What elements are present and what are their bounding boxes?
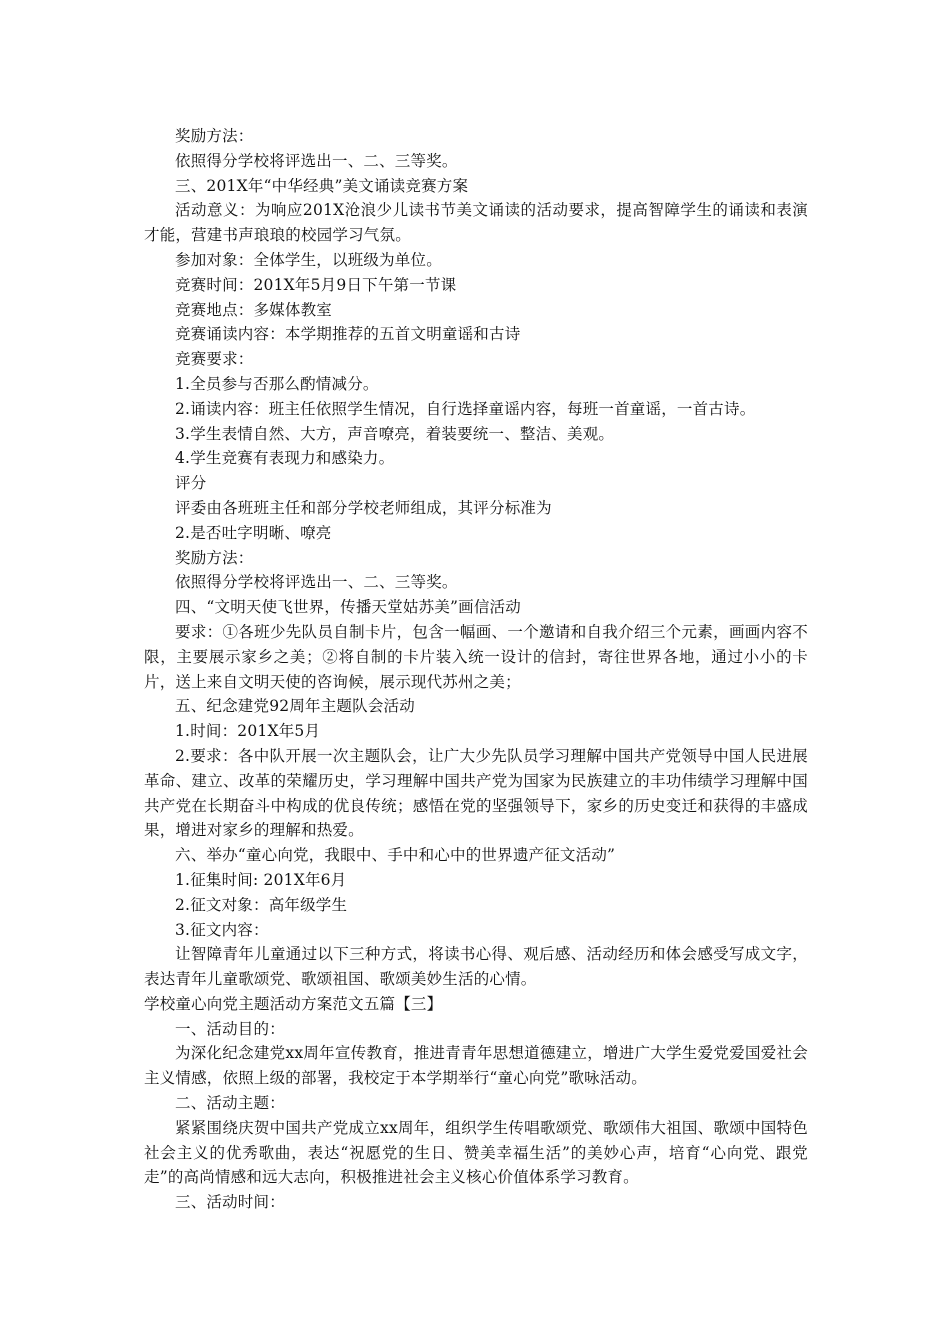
paragraph: 2.征文对象：高年级学生 [175, 895, 348, 914]
paragraph: 评委由各班班主任和部分学校老师组成，其评分标准为 [175, 498, 552, 517]
paragraph: 二、活动主题： [175, 1094, 285, 1113]
paragraph: 六、举办“童心向党，我眼中、手中和心中的世界遗产征文活动” [175, 846, 616, 865]
paragraph: 竞赛时间：201X年5月9日下午第一节课 [175, 275, 457, 294]
paragraph: 2.诵读内容：班主任依照学生情况，自行选择童谣内容，每班一首童谣，一首古诗。 [175, 399, 756, 418]
paragraph: 依照得分学校将评选出一、二、三等奖。 [175, 573, 458, 592]
paragraph: 五、纪念建党92周年主题队会活动 [175, 697, 415, 716]
document-body [144, 124, 808, 1215]
section-heading: 学校童心向党主题活动方案范文五篇【三】 [144, 994, 443, 1013]
paragraph: 让智障青年儿童通过以下三种方式，将读书心得、观后感、活动经历和体会感受写成文字，表达青年儿童歌颂党、歌颂祖国、歌颂美妙生活的心情。 [144, 945, 808, 989]
paragraph: 2.是否吐字明晰、嘹亮 [175, 523, 332, 542]
paragraph: 参加对象：全体学生，以班级为单位。 [175, 250, 442, 269]
paragraph: 竞赛地点：多媒体教室 [175, 300, 333, 319]
paragraph: 竞赛要求： [175, 350, 254, 369]
paragraph: 1.时间：201X年5月 [175, 722, 321, 741]
paragraph: 活动意义：为响应201X沧浪少儿读书节美文诵读的活动要求，提高智障学生的诵读和表演才能，营建书声琅琅的校园学习气氛。 [144, 201, 808, 245]
paragraph: 2.要求：各中队开展一次主题队会，让广大少先队员学习理解中国共产党领导中国人民进展革命、建立、改革的荣耀历史，学习理解中国共产党为国家为民族建立的丰功伟绩学习理解中国共产党在长期奋斗中构成的优良传统；感悟在党的坚强领导下，家乡的历史变迁和获得的丰盛成果，增进对家乡的理解和热爱。 [144, 746, 808, 840]
paragraph: 奖励方法： [175, 548, 254, 567]
paragraph: 4.学生竞赛有表现力和感染力。 [175, 449, 395, 468]
paragraph: 评分 [175, 474, 207, 493]
paragraph: 三、活动时间： [175, 1193, 285, 1212]
paragraph: 为深化纪念建党xx周年宣传教育，推进青青年思想道德建立，增进广大学生爱党爱国爱社会主义情感，依照上级的部署，我校定于本学期举行“童心向党”歌咏活动。 [144, 1044, 808, 1088]
paragraph: 竞赛诵读内容：本学期推荐的五首文明童谣和古诗 [175, 325, 521, 344]
paragraph: 3.征文内容： [175, 920, 269, 939]
paragraph: 一、活动目的： [175, 1019, 285, 1038]
paragraph: 奖励方法： [175, 127, 254, 145]
paragraph: 紧紧围绕庆贺中国共产党成立xx周年，组织学生传唱歌颂党、歌颂伟大祖国、歌颂中国特色社会主义的优秀歌曲，表达“祝愿党的生日、赞美幸福生活”的美妙心声，培育“心向党、跟党走”的高尚情感和远大志向，积极推进社会主义核心价值体系学习教育。 [144, 1118, 808, 1187]
paragraph: 依照得分学校将评选出一、二、三等奖。 [175, 151, 458, 170]
paragraph: 三、201X年“中华经典”美文诵读竞赛方案 [175, 176, 469, 195]
paragraph: 1.征集时间: 201X年6月 [175, 870, 347, 889]
paragraph: 四、“文明天使飞世界，传播天堂姑苏美”画信活动 [175, 598, 521, 617]
paragraph: 要求：①各班少先队员自制卡片，包含一幅画、一个邀请和自我介绍三个元素，画画内容不限，主要展示家乡之美；②将自制的卡片装入统一设计的信封，寄往世界各地，通过小小的卡片，送上来自文明天使的咨询候，展示现代苏州之美； [144, 622, 808, 691]
paragraph: 3.学生表情自然、大方，声音嘹亮，着装要统一、整洁、美观。 [175, 424, 615, 443]
paragraph: 1.全员参与否那么酌情减分。 [175, 374, 379, 393]
